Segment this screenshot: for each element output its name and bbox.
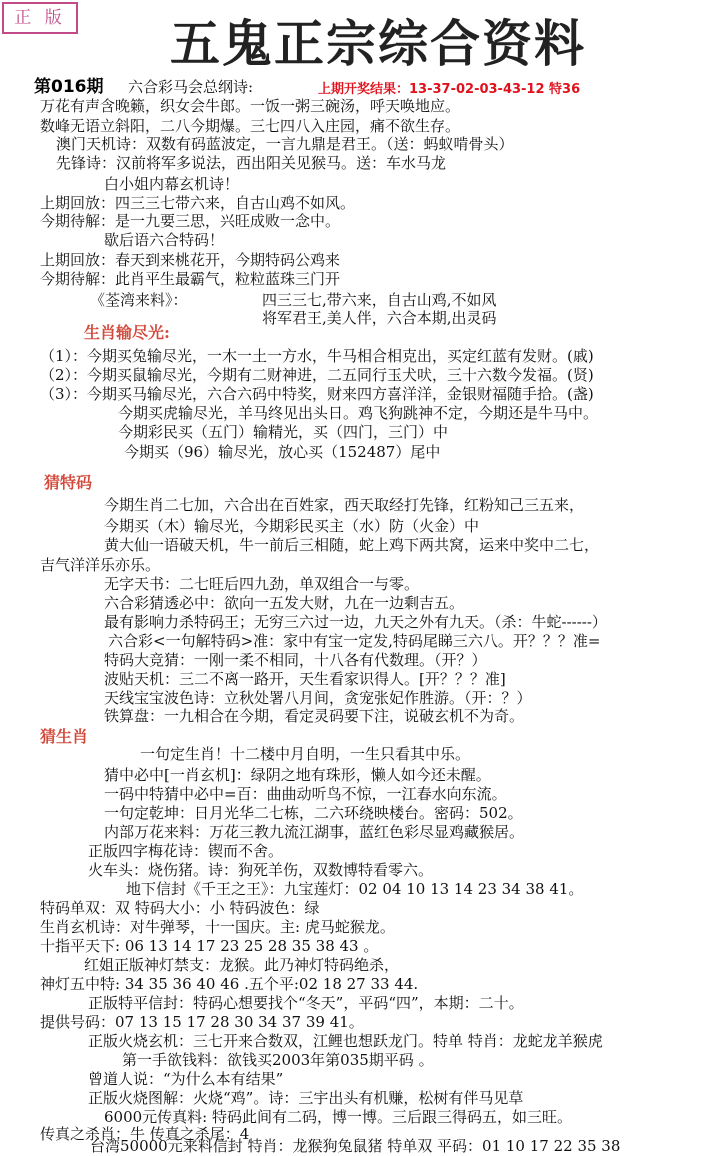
text-line: 吉气洋洋乐亦乐。 (40, 556, 161, 574)
text-line: 澳门天机诗：双数有码蓝波定，一言九鼎是君王。（送：蚂蚁啃骨头） (56, 135, 514, 153)
text-line: 曾道人说：“为什么本有结果” (88, 1070, 284, 1088)
last-draw-result: 上期开奖结果：13-37-02-03-43-12 特36 (318, 82, 581, 97)
text-line: 上期回放：四三三七带六来，自古山鸡不如风。 (40, 194, 356, 212)
text-line: 铁算盘：一九相合在今期，看定灵码要下注，说破玄机不为奇。 (104, 707, 525, 725)
text-line: 正版火烧玄机：三七开来合数双，江鲤也想跃龙门。特单 特肖：龙蛇龙羊猴虎 (88, 1032, 603, 1050)
text-line: 生肖玄机诗：对牛弹琴，十一国庆。主: 虎马蛇猴龙。 (40, 918, 395, 936)
text-line: 先锋诗：汉前将军多说法，西出阳关见猴马。送：车水马龙 (56, 154, 447, 172)
text-line: （1）：今期买兔输尽光，一木一土一方水，牛马相合相克出，买定红蓝有发财。(戚) (40, 347, 594, 365)
text-line: 特码大竞猜：一刚一柔不相同，十八各有代数理。（开？） (104, 651, 487, 669)
text-line: 最有影响力杀特码王；无穷三六过一边，九天之外有九天。（杀：牛蛇------） (104, 613, 607, 631)
text-line: 台湾50000元来料信封 特肖：龙猴狗兔鼠猪 特单双 平码：01 10 17 22 35 38 (90, 1137, 621, 1155)
text-line: 正版特平信封：特码心想要找个“冬天”，平码“四”，本期：二十。 (88, 994, 524, 1012)
text-line: 上期回放：春天到来桃花开，今期特码公鸡来 (40, 251, 341, 269)
text-line: 今期买虎输尽光，羊马终见出头日。鸡飞狗跳神不定，今期还是牛马中。 (118, 404, 599, 422)
general-poem-heading: 六合彩马会总纲诗: (128, 78, 254, 96)
page-title: 五鬼正宗综合资料 (170, 14, 586, 73)
text-line: 红姐正版神灯禁支：龙猴。此乃神灯特码绝杀， (84, 956, 400, 974)
text-line: 黄大仙一语破天机，牛一前后三相随，蛇上鸡下两共窝，运来中奖中二七， (104, 536, 600, 554)
text-line: 今期待解：是一九要三思，兴旺成败一念中。 (40, 212, 341, 230)
text-line: 四三三七,带六来，自古山鸡,不如风 (262, 291, 497, 309)
issue-number: 第016期 (34, 77, 104, 97)
text-line: 数峰无语立斜阳，二八今期爆。三七四八入庄园，痛不欲生存。 (40, 117, 461, 135)
text-line: 歇后语六合特码！ (104, 231, 225, 249)
text-line: 传真之杀肖：牛 传真之杀尾：4 (40, 1125, 250, 1143)
text-line: 正版火烧图解：火烧“鸡”。诗：三宇出头有机赚，松树有伴马见草 (88, 1089, 524, 1107)
text-line: 今期彩民买（五门）输精光，买（四门，三门）中 (118, 423, 449, 441)
text-line: 地下信封《千王之王》：九宝莲灯：02 04 10 13 14 23 34 38 41。 (126, 880, 584, 898)
text-line: （3）：今期买马输尽光，六合六码中特奖，财来四方喜洋洋，金银财福随手拾。(盏) (40, 385, 594, 403)
text-line: 正版四字梅花诗：锲而不舍。 (88, 842, 284, 860)
section-title-guess-special: 猜特码 (44, 473, 93, 492)
text-line: 六合彩猜透必中：欲向一五发大财，九在一边剩吉五。 (104, 594, 465, 612)
text-line: 内部万花来料：万花三教九流江湖事，蓝红色彩尽显鸡藏猴居。 (104, 823, 525, 841)
text-line: 一句定乾坤：日月光华二七栋，二六环绕映楼台。密码：502。 (104, 804, 523, 822)
text-line: 一码中特猜中必中=百：曲曲动听鸟不惊，一江春水向东流。 (104, 785, 507, 803)
text-line: 十指平天下: 06 13 14 17 23 25 28 35 38 43 。 (40, 937, 379, 955)
text-line: 《荃湾来料》： (90, 291, 188, 309)
text-line: 万花有声含晚籁，织女会牛郎。一饭一粥三碗汤，呼天唤地应。 (40, 97, 461, 115)
text-line: 6000元传真料: 特码此间有二码，博一博。三后跟三得码五，如三旺。 (104, 1108, 572, 1126)
text-line: 今期生肖二七加，六合出在百姓家，西天取经打先锋，红粉知己三五来， (104, 496, 585, 514)
text-line: 神灯五中特: 34 35 36 40 46 .五个平:02 18 27 33 44. (40, 975, 419, 993)
text-line: 火车头：烧伤猪。诗：狗死羊伤，双数博特看零六。 (88, 861, 434, 879)
genuine-edition-stamp: 正 版 (2, 2, 78, 34)
text-line: 今期买（96）输尽光，放心买（152487）尾中 (124, 443, 441, 461)
text-line: 提供号码：07 13 15 17 28 30 34 37 39 41。 (40, 1013, 364, 1031)
text-line: 将军君王,美人伴，六合本期,出灵码 (262, 309, 497, 327)
text-line: 今期待解：此肖平生最霸气，粒粒蓝珠三门开 (40, 270, 341, 288)
section-title-zodiac-lose: 生肖输尽光: (84, 323, 170, 342)
text-line: 今期买（木）输尽光，今期彩民买主（水）防（火金）中 (104, 517, 480, 535)
text-line: 猜中必中[一肖玄机]：绿阴之地有珠形，懒人如今还未醒。 (104, 766, 491, 784)
text-line: 六合彩<一句解特码>准：家中有宝一定发,特码尾睇三六八。开？？？准= (108, 632, 601, 650)
text-line: 第一手欲钱料：欲钱买2003年第035期平码 。 (122, 1051, 434, 1069)
text-line: 无字天书：二七旺后四九劲，单双组合一与零。 (104, 575, 420, 593)
text-line: 波贴天机：三二不离一路开，天生看家识得人。[开？？？准] (104, 670, 506, 688)
text-line: 天线宝宝波色诗：立秋处署八月间，贪宠张妃作胜游。（开：？） (104, 689, 532, 707)
text-line: 一句定生肖！十二楼中月自明，一生只看其中乐。 (140, 745, 471, 763)
section-title-guess-zodiac: 猜生肖 (40, 727, 89, 746)
text-line: 特码单双：双 特码大小：小 特码波色：绿 (40, 899, 320, 917)
text-line: 白小姐内幕玄机诗！ (104, 175, 240, 193)
text-line: （2）：今期买鼠输尽光，今期有二财神进，二五同行玉犬吠，三十六数今发福。(贤) (40, 366, 594, 384)
